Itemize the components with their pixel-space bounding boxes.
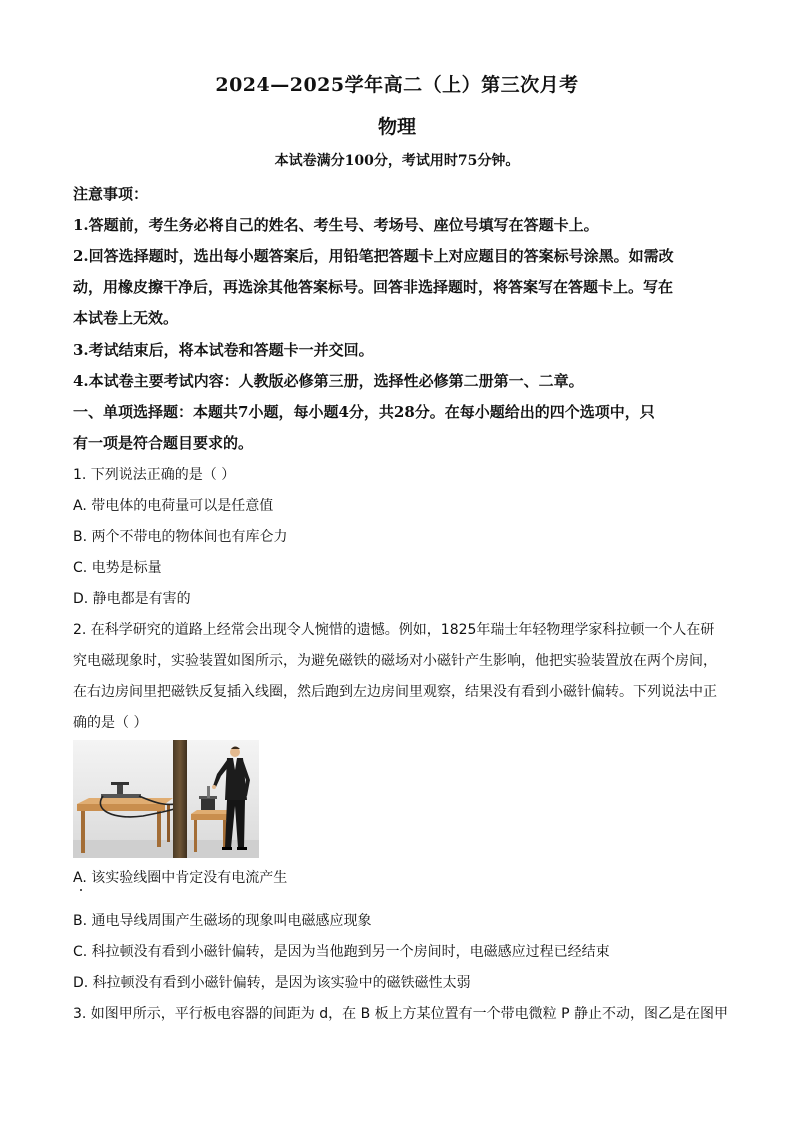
instruction-item-1: 1.答题前，考生务必将自己的姓名、考生号、考场号、座位号填写在答题卡上。: [73, 216, 599, 234]
stray-mark: [80, 889, 82, 891]
instruction-item-3: 3.考试结束后，将本试卷和答题卡一并交回。: [73, 341, 374, 359]
question-2-option-b: B. 通电导线周围产生磁场的现象叫电磁感应现象: [73, 913, 372, 929]
question-1-option-b: B. 两个不带电的物体间也有库仑力: [73, 529, 288, 545]
exam-note: 本试卷满分100分，考试用时75分钟。: [274, 153, 520, 169]
exam-title: 2024—2025学年高二（上）第三次月考: [215, 74, 579, 96]
subject-title: 物理: [377, 116, 416, 138]
question-2-stem-line-4: 确的是（ ）: [73, 715, 148, 731]
instruction-item-4: 4.本试卷主要考试内容：人教版必修第三册，选择性必修第二册第一、二章。: [73, 372, 584, 390]
question-2-option-c: C. 科拉顿没有看到小磁针偏转，是因为当他跑到另一个房间时，电磁感应过程已经结束: [73, 944, 610, 960]
instruction-item-2-line-1: 2.回答选择题时，选出每小题答案后，用铅笔把答题卡上对应题目的答案标号涂黑。如需改: [73, 247, 674, 265]
instruction-item-2-line-3: 本试卷上无效。: [73, 309, 179, 327]
question-2-stem-line-1: 2. 在科学研究的道路上经常会出现令人惋惜的遗憾。例如，1825年瑞士年轻物理学家科拉顿一个人在研: [73, 622, 715, 638]
dividing-wall: [173, 740, 187, 858]
section-1-heading-line-1: 一、单项选择题：本题共7小题，每小题4分，共28分。在每小题给出的四个选项中，只: [73, 403, 655, 421]
question-2-option-d: D. 科拉顿没有看到小磁针偏转，是因为该实验中的磁铁磁性太弱: [73, 975, 471, 991]
question-1-option-d: D. 静电都是有害的: [73, 591, 191, 607]
question-1-option-a: A. 带电体的电荷量可以是任意值: [73, 498, 274, 514]
question-1-stem: 1. 下列说法正确的是（ ）: [73, 467, 236, 483]
question-2-option-a: A. 该实验线圈中肯定没有电流产生: [73, 870, 288, 886]
question-2-stem-line-2: 究电磁现象时，实验装置如图所示，为避免磁铁的磁场对小磁针产生影响，他把实验装置放在两个房间，: [73, 653, 717, 669]
instructions-heading: 注意事项：: [73, 185, 149, 203]
question-1-option-c: C. 电势是标量: [73, 560, 162, 576]
colladon-experiment-figure: [73, 740, 259, 858]
question-3-stem-line-1: 3. 如图甲所示，平行板电容器的间距为 d，在 B 板上方某位置有一个带电微粒 P 静止不动，图乙是在图甲: [73, 1006, 728, 1022]
section-1-heading-line-2: 有一项是符合题目要求的。: [73, 434, 254, 452]
instruction-item-2-line-2: 动，用橡皮擦干净后，再选涂其他答案标号。回答非选择题时，将答案写在答题卡上。写在: [73, 278, 674, 296]
question-2-stem-line-3: 在右边房间里把磁铁反复插入线圈，然后跑到左边房间里观察，结果没有看到小磁针偏转。下列说法中正: [73, 684, 717, 700]
